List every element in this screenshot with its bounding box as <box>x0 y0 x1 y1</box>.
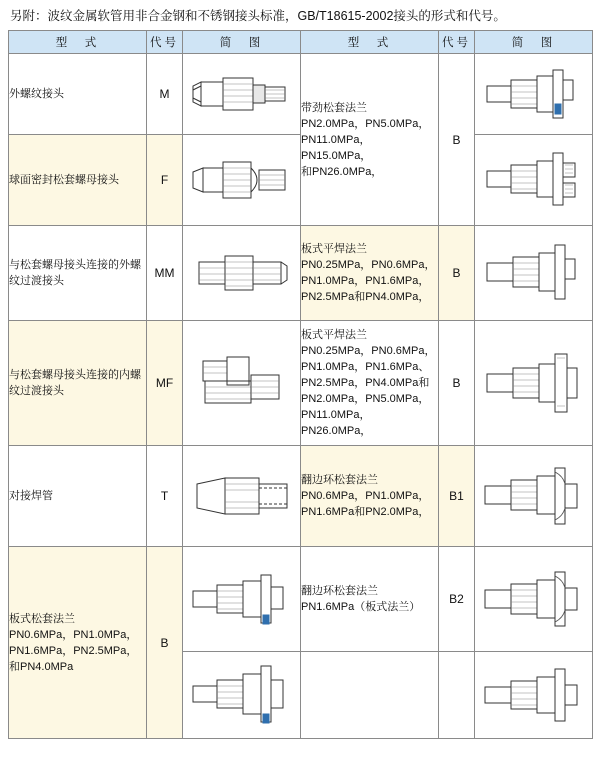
table-row <box>9 54 593 135</box>
right-code-4: B2 <box>439 547 475 652</box>
left-code-2: MM <box>147 226 183 321</box>
left-type-5: 板式松套法兰 PN0.6MPa，PN1.0MPa， PN1.6MPa，PN2.5MPa， 和PN4.0MPa <box>9 547 147 739</box>
right-type-3: 翻边环松套法兰 PN0.6MPa，PN1.0MPa， PN1.6MPa和PN2.0MPa， <box>301 446 439 547</box>
right-figure-0a <box>475 54 593 135</box>
left-type-0: 外螺纹接头 <box>9 54 147 135</box>
header-code-left: 代号 <box>147 31 183 54</box>
left-figure-5b <box>183 652 301 739</box>
right-type-1: 板式平焊法兰 PN0.25MPa，PN0.6MPa， PN1.0MPa，PN1.6MPa， PN2.5MPa和PN4.0MPa， <box>301 226 439 321</box>
right-figure-2 <box>475 321 593 446</box>
left-figure-4 <box>183 446 301 547</box>
left-code-4: T <box>147 446 183 547</box>
table-row <box>9 321 593 446</box>
left-type-2: 与松套螺母接头连接的外螺纹过渡接头 <box>9 226 147 321</box>
right-figure-4b <box>475 652 593 739</box>
right-type-4: 翻边环松套法兰 PN1.6MPa（板式法兰） <box>301 547 439 652</box>
right-figure-3 <box>475 446 593 547</box>
connector-type-table <box>8 30 593 739</box>
table-row <box>9 547 593 652</box>
right-code-2: B <box>439 321 475 446</box>
page-title: 另附：波纹金属软管用非合金钢和不锈钢接头标准，GB/T18615-2002接头的形式和代号。 <box>10 9 506 23</box>
right-figure-0b <box>475 135 593 226</box>
left-code-3: MF <box>147 321 183 446</box>
left-type-1: 球面密封松套螺母接头 <box>9 135 147 226</box>
left-type-4: 对接焊管 <box>9 446 147 547</box>
left-code-1: F <box>147 135 183 226</box>
right-type-0: 带劲松套法兰 PN2.0MPa，PN5.0MPa， PN11.0MPa，PN15.0MPa， 和PN26.0MPa， <box>301 54 439 226</box>
right-code-4-cont <box>439 652 475 739</box>
right-figure-1 <box>475 226 593 321</box>
left-type-3: 与松套螺母接头连接的内螺纹过渡接头 <box>9 321 147 446</box>
header-code-right: 代号 <box>439 31 475 54</box>
header-type-right: 型 式 <box>301 31 439 54</box>
right-type-4-cont <box>301 652 439 739</box>
left-code-5: B <box>147 547 183 739</box>
right-code-3: B1 <box>439 446 475 547</box>
left-code-0: M <box>147 54 183 135</box>
right-code-0: B <box>439 54 475 226</box>
table-header-row <box>9 31 593 54</box>
header-figure-left: 简 图 <box>183 31 301 54</box>
header-type-left: 型 式 <box>9 31 147 54</box>
left-figure-2 <box>183 226 301 321</box>
table-row <box>9 446 593 547</box>
header-figure-right: 简 图 <box>475 31 593 54</box>
left-figure-3 <box>183 321 301 446</box>
left-figure-5a <box>183 547 301 652</box>
table-row <box>9 226 593 321</box>
left-figure-0 <box>183 54 301 135</box>
left-figure-1 <box>183 135 301 226</box>
right-figure-4 <box>475 547 593 652</box>
right-type-2: 板式平焊法兰 PN0.25MPa，PN0.6MPa， PN1.0MPa，PN1.6MPa、 PN2.5MPa，PN4.0MPa和 PN2.0MPa，PN5.0MPa， PN11.0MPa，PN26.0MPa， <box>301 321 439 446</box>
right-code-1: B <box>439 226 475 321</box>
